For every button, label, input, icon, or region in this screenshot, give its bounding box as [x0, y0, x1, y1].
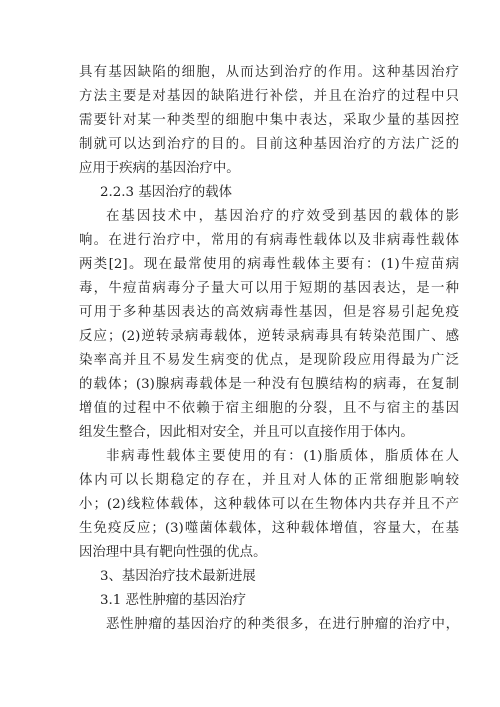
paragraph-line: 具有基因缺陷的细胞，从而达到治疗的作用。这种基因治疗 — [79, 65, 459, 80]
paragraph-line: 两类[2]。现在最常使用的病毒性载体主要有：(1)牛痘苗病 — [79, 257, 459, 272]
subsection-heading: 3.1 恶性肿瘤的基因治疗 — [100, 593, 247, 608]
paragraph-line: 需要针对某一种类型的细胞中集中表达，采取少量的基因控 — [79, 113, 459, 128]
paragraph-line: 方法主要是对基因的缺陷进行补偿，并且在治疗的过程中只 — [79, 89, 459, 104]
paragraph-line: 恶性肿瘤的基因治疗的种类很多，在进行肿瘤的治疗中， — [106, 617, 459, 632]
paragraph-line: 增值的过程中不依赖于宿主细胞的分裂，且不与宿主的基因 — [79, 401, 459, 416]
paragraph-line: 应用于疾病的基因治疗中。 — [79, 161, 240, 176]
paragraph-line: 组发生整合，因此相对安全，并且可以直接作用于体内。 — [79, 425, 414, 440]
section-heading: 2.2.3 基因治疗的载体 — [100, 185, 233, 200]
paragraph-line: 反应；(2)逆转录病毒载体，逆转录病毒具有转染范围广、感 — [79, 329, 459, 344]
paragraph-line: 可用于多种基因表达的高效病毒性基因，但是容易引起免疫 — [79, 305, 459, 320]
paragraph-line: 体内可以长期稳定的存在，并且对人体的正常细胞影响较 — [79, 473, 459, 488]
paragraph-line: 非病毒性载体主要使用的有：(1)脂质体，脂质体在人 — [106, 449, 459, 464]
paragraph-line: 染率高并且不易发生病变的优点，是现阶段应用得最为广泛 — [79, 353, 459, 368]
paragraph-line: 生免疫反应；(3)噬菌体载体，这种载体增值，容量大，在基 — [79, 521, 459, 536]
paragraph-line: 毒，牛痘苗病毒分子量大可以用于短期的基因表达，是一种 — [79, 281, 459, 296]
paragraph-line: 小；(2)线粒体载体，这种载体可以在生物体内共存并且不产 — [79, 497, 459, 512]
paragraph-line: 响。在进行治疗中，常用的有病毒性载体以及非病毒性载体 — [79, 233, 459, 248]
paragraph-line: 制就可以达到治疗的目的。目前这种基因治疗的方法广泛的 — [79, 137, 459, 152]
paragraph-line: 因治理中具有靶向性强的优点。 — [79, 545, 267, 560]
paragraph-line: 的载体；(3)腺病毒载体是一种没有包膜结构的病毒，在复制 — [79, 377, 459, 392]
section-heading: 3、基因治疗技术最新进展 — [100, 569, 256, 584]
paragraph-line: 在基因技术中，基因治疗的疗效受到基因的载体的影 — [106, 209, 459, 224]
